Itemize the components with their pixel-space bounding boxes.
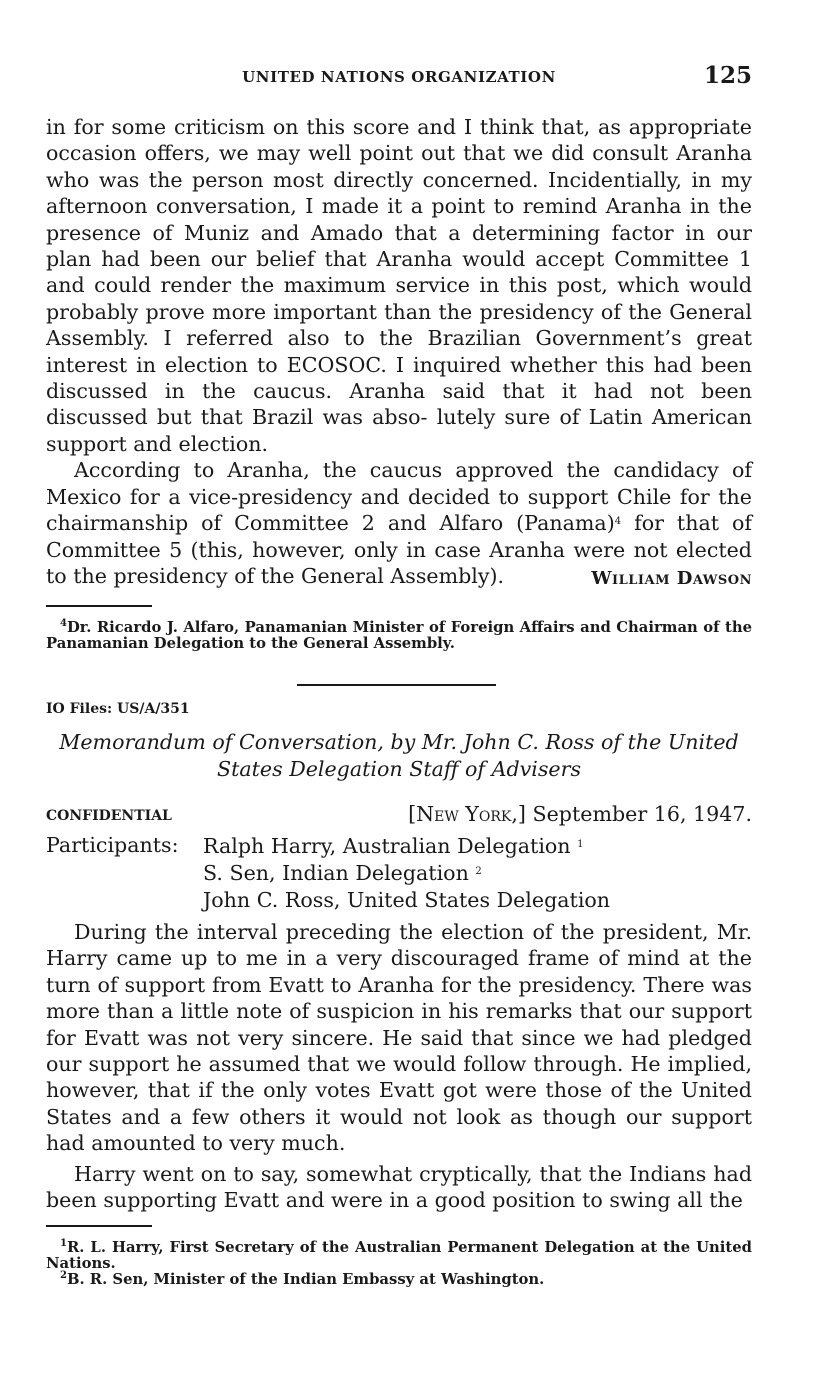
page-header [46, 62, 752, 96]
footnote-rule-top [46, 605, 152, 607]
footnote-2: $^2$B. R. Sen, Minister of the Indian Embassy at Washington. [60, 1270, 545, 1288]
file-reference: IO Files: US/A/351 [46, 701, 190, 717]
footnote-1: $^1$R. L. Harry, First Secretary of the Australian Permanent Delegation at the United Nations. [46, 1238, 752, 1272]
footnote-rule-bottom [46, 1225, 152, 1227]
bottom-footnotes [46, 1240, 752, 1288]
participant-ross: John C. Ross, United States Delegation [203, 888, 611, 912]
dateline: [New York,] September 16, 1947. [408, 802, 752, 826]
footnote-4: $^4$Dr. Ricardo J. Alfaro, Panamanian Minister of Foreign Affairs and Chairman of the Panamanian Delegation to the General Assembly. [46, 618, 752, 652]
section-separator [297, 684, 496, 686]
continued-paragraph: in for some criticism on this score and I think that, as appropriate occasion offers, we may well point out that we did consult Aranha who was the person most directly concerned. Incidentially, in my afternoon conversation, I made it a point to remind Aranha in the presence of Muniz and Amado that a determining factor in our plan had been our belief that Aranha would accept Committee 1 and could render the maximum service in this post, which would probably prove more important than the presidency of the General Assembly. I referred also to the Brazilian Government’s great interest in election to ECOSOC. I inquired whether this had been discussed in the caucus. Aranha said that it had not been discussed but that Brazil was abso- lutely sure of Latin American support and election. [46, 115, 753, 456]
page-number: 125 [703, 62, 752, 89]
caucus-paragraph: According to Aranha, the caucus approved the candidacy of Mexico for a vice-presidency and decided to support Chile for the chairmanship of Committee 2 and Alfaro (Panama)$^4$ for that of Committee 5 (this, however, only in case Aranha were not elected to the presidency of the General Assembly). [46, 458, 752, 588]
memo-paragraph-1: During the interval preceding the election of the president, Mr. Harry came up to me in a very discouraged frame of mind at the turn of support from Evatt to Aranha for the presidency. There was more than a little note of suspicion in his remarks that our support for Evatt was not very sincere. He said that since we had pledged our support he assumed that we would follow through. He implied, however, that if the only votes Evatt got were those of the United States and a few others it would not look as though our support had amounted to very much. [46, 920, 752, 1156]
memo-body-text [46, 919, 752, 1213]
footnote-ref-4: 4 [614, 516, 622, 528]
participant-harry: Ralph Harry, Australian Delegation $^1$ [203, 834, 584, 858]
participants-label: Participants: [46, 833, 179, 857]
memo-paragraph-2: Harry went on to say, somewhat cryptically, that the Indians had been supporting Evatt and were in a good position to swing all the [46, 1161, 752, 1213]
participant-sen: S. Sen, Indian Delegation $^2$ [203, 861, 482, 885]
signature-william-dawson: William Dawson [591, 568, 752, 589]
running-head: UNITED NATIONS ORGANIZATION [242, 68, 556, 86]
classification-label: CONFIDENTIAL [46, 808, 172, 824]
participants-list [203, 833, 723, 914]
memo-title: Memorandum of Conversation, by Mr. John C. Ross of the United States Delegation Staff of Advisers [59, 730, 739, 781]
top-section-text [46, 114, 752, 589]
